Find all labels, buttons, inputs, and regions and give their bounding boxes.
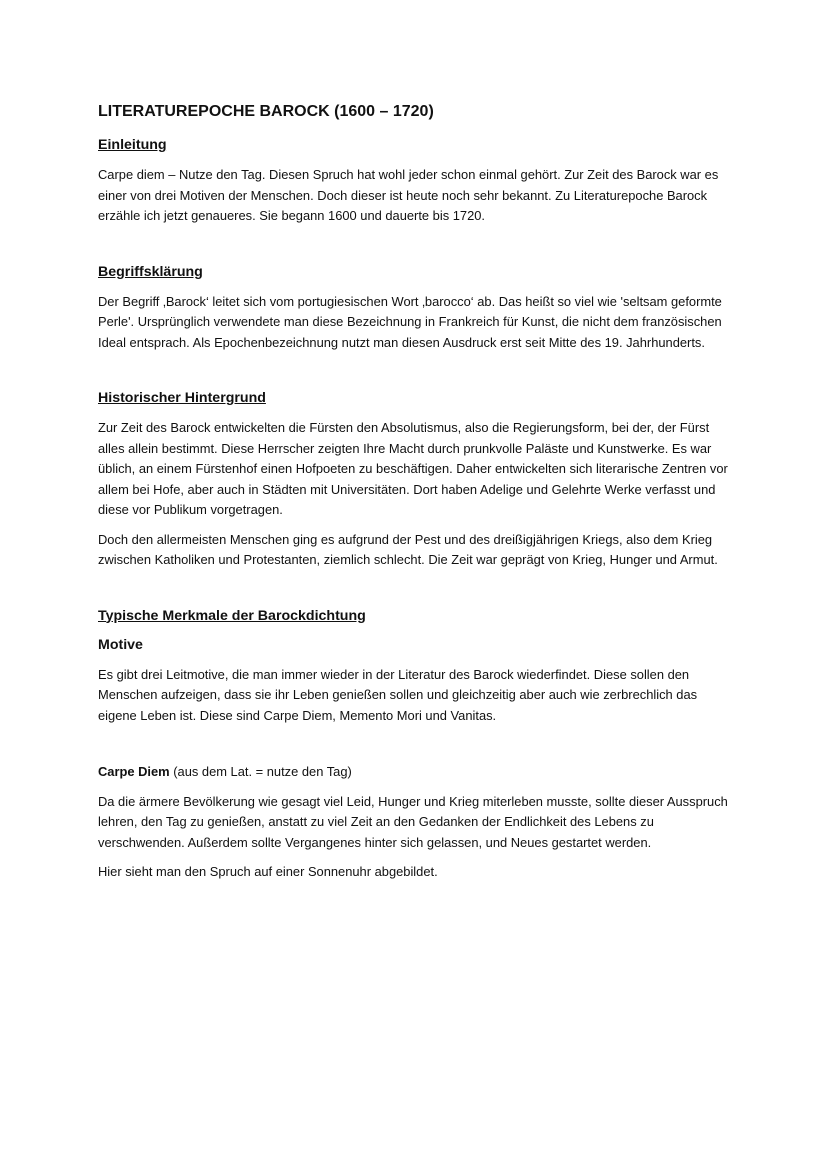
- paragraph: Da die ärmere Bevölkerung wie gesagt viel Leid, Hunger und Krieg miterleben musste, sollte dieser Ausspruch lehren, den Tag zu genießen, anstatt zu viel Zeit an den Gedanken der Endlichkeit des Lebens zu verschwenden. Außerdem sollte Vergangenes hinter sich gelassen, und Neues gestartet werden.: [98, 793, 728, 850]
- paragraph: Hier sieht man den Spruch auf einer Sonnenuhr abgebildet.: [98, 864, 438, 879]
- section-heading-begriffsklaerung: Begriffsklärung: [98, 263, 203, 280]
- paragraph: Carpe diem – Nutze den Tag. Diesen Spruch hat wohl jeder schon einmal gehört. Zur Zeit des Barock war es einer von drei Motiven der Menschen. Doch dieser ist heute noch sehr bekannt. Zu Literaturepoche Barock erzähle ich jetzt genaueres. Sie begann 1600 und dauerte bis 1720.: [98, 167, 719, 223]
- section-heading-historischer-hintergrund: Historischer Hintergrund: [98, 390, 266, 406]
- section-einleitung: [98, 136, 738, 227]
- paragraph: Zur Zeit des Barock entwickelten die Fürsten den Absolutismus, also die Regierungsform, bei der, der Fürst alles allein bestimmt. Diese Herrscher zeigten Ihre Macht durch prunkvolle Paläste und Kunstwerke. Es war üblich, an einem Fürstenhof einen Hofpoeten zu beschäftigen. Daher entwickelten sich literarische Zentren vor allem bei Hofe, aber auch in Städten mit Universitäten. Dort haben Adelige und Gelehrte Werke verfasst und diese vor Publikum vorgetragen.: [98, 420, 728, 517]
- carpe-diem-term: Carpe Diem: [98, 764, 170, 779]
- section-heading-merkmale: Typische Merkmale der Barockdichtung: [98, 607, 366, 624]
- carpe-diem-lead: [98, 762, 738, 783]
- section-heading-einleitung: Einleitung: [98, 137, 167, 153]
- document-body: [98, 102, 738, 893]
- document-title: LITERATUREPOCHE BAROCK (1600 – 1720): [98, 103, 434, 120]
- paragraph: Der Begriff ‚Barock‘ leitet sich vom portugiesischen Wort ‚barocco‘ ab. Das heißt so viel wie 'seltsam geformte Perle'. Ursprünglich verwendete man diese Bezeichnung in Frankreich für Kunst, die nicht dem französischen Ideal entsprach. Als Epochenbezeichnung nutzt man diesen Ausdruck erst seit Mitte des 19. Jahrhunderts.: [98, 293, 722, 350]
- section-begriffsklaerung: [98, 263, 738, 354]
- section-merkmale: [98, 607, 738, 727]
- section-carpe-diem: [98, 762, 738, 883]
- paragraph: Es gibt drei Leitmotive, die man immer wieder in der Literatur des Barock wiederfindet. Diese sollen den Menschen aufzeigen, dass sie ihr Leben genießen sollen und gleichzeitig aber auch wie zerbrechlich das eigene Leben ist. Diese sind Carpe Diem, Memento Mori und Vanitas.: [98, 666, 698, 723]
- section-historischer-hintergrund: [98, 389, 738, 571]
- subheading-motive: Motive: [98, 636, 143, 653]
- carpe-diem-note: (aus dem Lat. = nutze den Tag): [169, 764, 352, 779]
- paragraph: Doch den allermeisten Menschen ging es aufgrund der Pest und des dreißigjährigen Kriegs, also dem Krieg zwischen Katholiken und Protestanten, ziemlich schlecht. Die Zeit war geprägt von Krieg, Hunger und Armut.: [98, 531, 718, 567]
